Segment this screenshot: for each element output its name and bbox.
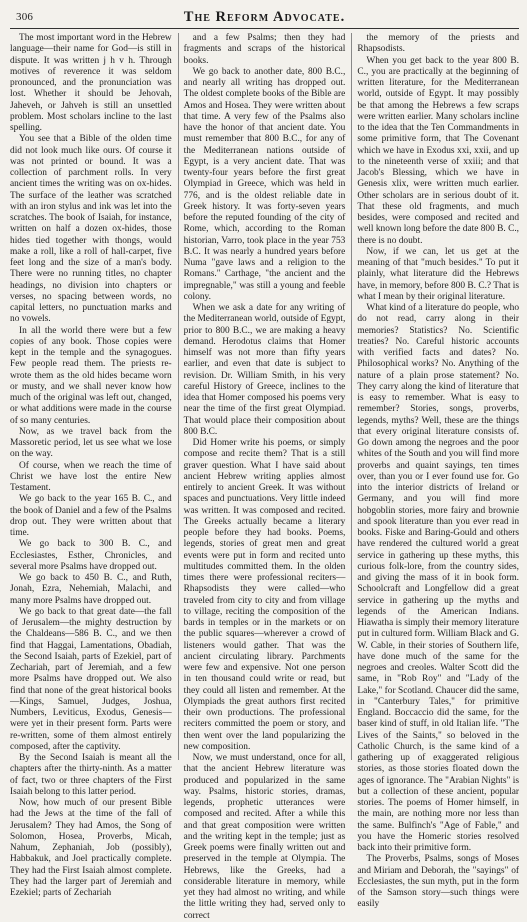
paragraph: We go back to 300 B. C., and Ecclesiastes, Esther, Chronicles, and several more Psalms have dropped out. bbox=[10, 539, 172, 572]
paragraph: Now, we must understand, once for all, that the ancient Hebrew literature was produced and popularized in the same way. Psalms, historic stories, dramas, legends, prophetic utterances were composed and recited. After a while this and that great composition were written and the writing kept in the temple; just as Greek poems were finally written out and preserved in the temple at Olympia. The Hebrews, like the Greeks, had a considerable literature in memory, while yet they had almost no writing, and while the little writing they had, served only to correct bbox=[183, 753, 346, 921]
paragraph: In all the world there were but a few copies of any book. Those copies were kept in the temple and the synagogues. Few people read them. The priests re-wrote them as the old hides became worn or musty, and we shall never know how much of the original was left out, changed, or what additions were made in the course of so many centuries. bbox=[10, 325, 172, 426]
paragraph: What kind of a literature do people, who do not read, carry along in their memories? Statistics? No. Scientific treaties? No. Careful historic accounts with verified facts and dates? No. Philosophical works? No. Anything of the nature of a plain prose statement? No. They carry along the kind of literature that is easy to remember. What is easy to remember? Stories, songs, proverbs, legends, myths? Well, these are the things that every original literature consists of. Go down among the negroes and the poor whites of the South and you will find more proverbs and quaint sayings, ten times over, than you or I ever found use for. Go into the interior districts of Ireland or Germany, and you will find more hobgoblin stories, more fairy and brownie and spook literature than you ever read in books. Fiske and Baring-Gould and others have rendered the cultured world a great service in gathering up these myths, this curious folk-lore, from the country sides, and giving the mass of it in book form. Schoolcraft and Longfellow did a great service in gathering up the myths and legends of the American Indians. Hiawatha is simply their memory literature put in cultured form. William Black and G. W. Cable, in their stories of Southern life, have done much of the same for the negroes and creoles. Walter Scott did the same, in "Rob Roy" and "Lady of the Lake," for Scotland. Chaucer did the same, in "Canterbury Tales," for primitive England. Boccaccio did the same, for the baser kind of stuff, in old Italian life. "The Lives of the Saints," so beloved in the Catholic Church, is the same kind of a gathering up of exaggerated religious stories, as those stories floated down the ages of ignorance. The "Arabian Nights" is but a collection of these ancient, popular stories. The poems of Homer himself, in the main, are nothing more nor less than the same. Bulfinch's "Age of Fable," and you have the Homeric stories resolved back into their primitive form. bbox=[357, 303, 520, 853]
paragraph: We go back to that great date—the fall of Jerusalem—the mighty destruction by the Chaldeans—586 B. C., and we then find that Haggai, Lamentations, Obadiah, the Second Isaiah, parts of Ezekiel, part of Zechariah, part of Jeremiah, and a few more Psalms have dropped out. We also find that none of the great historical books—Kings, Samuel, Judges, Joshua, Numbers, Leviticus, Exodus, Genesis—were yet in their present form. Parts were re-written, some of them almost entirely composed, after the captivity. bbox=[10, 606, 172, 752]
paragraph: The Proverbs, Psalms, songs of Moses and Miriam and Deborah, the "sayings" of Ecclesiastes, the sun myth, put in the form of the Samson story—such things were easily bbox=[357, 854, 520, 910]
paragraph: The most important word in the Hebrew language—their name for God—is still in dispute. It was written j h v h. Through motives of reverence it was seldom pronounced, and the pronunciation was lost. Whether it should be Jehovah, Jaheveh, or Jahveh is still an unsettled problem. Most scholars incline to the last spelling. bbox=[10, 33, 172, 133]
paragraph: We go back to another date, 800 B.C., and nearly all writing has dropped out. The oldest complete books of the Bible are Amos and Hosea. They were written about that time. A very few of the Psalms also have the honor of that ancient date. You must remember that 800 B.C., for any of the Mediterranean nations outside of Egypt, is a very ancient date. That was twenty-four years before the first great Olympiad in Greece, which was held in 776, and is the oldest reliable date in Greek history. It was forty-seven years before the reputed founding of the city of Rome, which, according to the Roman historian, Varro, took place in the year 753 B.C. It was nearly a hundred years before Numa "gave laws and a religion to the Romans." Carthage, "the ancient and the impregnable," was still a young and feeble colony. bbox=[183, 66, 346, 302]
header-rule bbox=[10, 28, 519, 29]
paragraph: and a few Psalms; then they had fragments and scraps of the historical books. bbox=[183, 33, 346, 66]
paragraph: Now, if we can, let us get at the meaning of that "much besides." To put it plainly, what literature did the Hebrews have, in memory, before 800 B. C.? That is what I mean by their original literature. bbox=[357, 246, 520, 302]
paragraph: Now, how much of our present Bible had the Jews at the time of the fall of Jerusalem? They had Amos, the Song of Solomon, Hosea, Proverbs, Micah, Nahum, Zephaniah, Job (possibly), Habbakuk, and Joel practically complete. They had the First Isaiah almost complete. They had the larger part of Jeremiah and Ezekiel; parts of Zechariah bbox=[10, 798, 172, 898]
page-number: 306 bbox=[16, 11, 34, 23]
page-header bbox=[10, 10, 519, 28]
paragraph: You see that a Bible of the olden time did not look much like ours. Of course it was not printed or bound. It was a collection of parchment rolls. In very ancient times the writing was on ox-hides. The surface of the leather was scratched with an iron stylus and ink was let into the scratches. The book of Isaiah, for instance, written on half a dozen ox-hides, those hides tied together with thongs, would make a roll, like a roll of hall-carpet, five feet long and the size of a man's body. There were no running titles, no chapter headings, no division into chapters or verses, no spacing between words, no capital letters, no punctuation marks and no vowels. bbox=[10, 134, 172, 325]
paragraph: Now, as we travel back from the Massoretic period, let us see what we lose on the way. bbox=[10, 426, 172, 460]
masthead-title: The Reform Advocate. bbox=[183, 9, 346, 25]
paragraph: Of course, when we reach the time of Christ we have lost the entire New Testament. bbox=[10, 460, 172, 493]
paragraph: the memory of the priests and Rhapsodists. bbox=[357, 33, 520, 55]
column-3 bbox=[351, 33, 520, 910]
paragraph: By the Second Isaiah is meant all the chapters after the thirty-ninth. As a matter of fact, two or three chapters of the First Isaiah belong to this latter period. bbox=[10, 753, 172, 797]
paragraph: We go back to the year 165 B. C., and the book of Daniel and a few of the Psalms drop out. They were written about that time. bbox=[10, 494, 172, 538]
column-2 bbox=[178, 33, 346, 921]
column-1 bbox=[10, 33, 172, 898]
paragraph: When you get back to the year 800 B. C., you are practically at the beginning of written literature, for the Mediterranean world, outside of Egypt. It may possibly be that among the Hebrews a few scraps were written earlier. Many scholars incline to the idea that the Ten Commandments in some primitive form, that The Covenant which we have in Exodus xxi, xxii, and up to the nineteenth verse of xxiii; and that Jacob's Blessing, which we have in Genesis xlix, were written much earlier. Other scholars are in serious doubt of it. That these old fragments, and much besides, were composed and recited and well known long before the date 800 B. C., there is no doubt. bbox=[357, 55, 520, 246]
paragraph: We go back to 450 B. C., and Ruth, Jonah, Ezra, Nehemiah, Malachi, and many more Psalms have dropped out. bbox=[10, 573, 172, 606]
paragraph: Did Homer write his poems, or simply compose and recite them? That is a still graver question. What I have said about ancient Hebrew writing applies almost entirely to ancient Greek. It was without spaces and punctuations. Very little indeed was written. It was composed and recited. The Greeks actually became a literary people before they had books. Poems, legends, stories of great men and great events were put in form and recited unto multitudes committed them. In the olden times there were professional reciters—Rhapsodists they were called—who traveled from city to city and from village to village, reciting the composition of the bards in temples or in the markets or on the public squares—wherever a crowd of listeners would gather. That was the ancient circulating library. Parchments were few and expensive. Not one person in ten thousand could write or read, but they could all listen and remember. At the Olympiads the great authors first recited their own productions. The professional reciters committed the poem or story, and then went over the land popularizing the new composition. bbox=[183, 438, 346, 752]
paragraph: When we ask a date for any writing of the Mediterranean world, outside of Egypt, prior to 800 B.C., we are making a heavy demand. Herodotus claims that Homer himself was not more than fifty years earlier, and even that date is subject to revision. Dr. William Smith, in his very careful History of Greece, inclines to the idea that Homer composed his poems very near the time of the first great Olympiad. That would place their composition about 800 B.C. bbox=[183, 303, 346, 437]
article-columns bbox=[10, 33, 520, 921]
